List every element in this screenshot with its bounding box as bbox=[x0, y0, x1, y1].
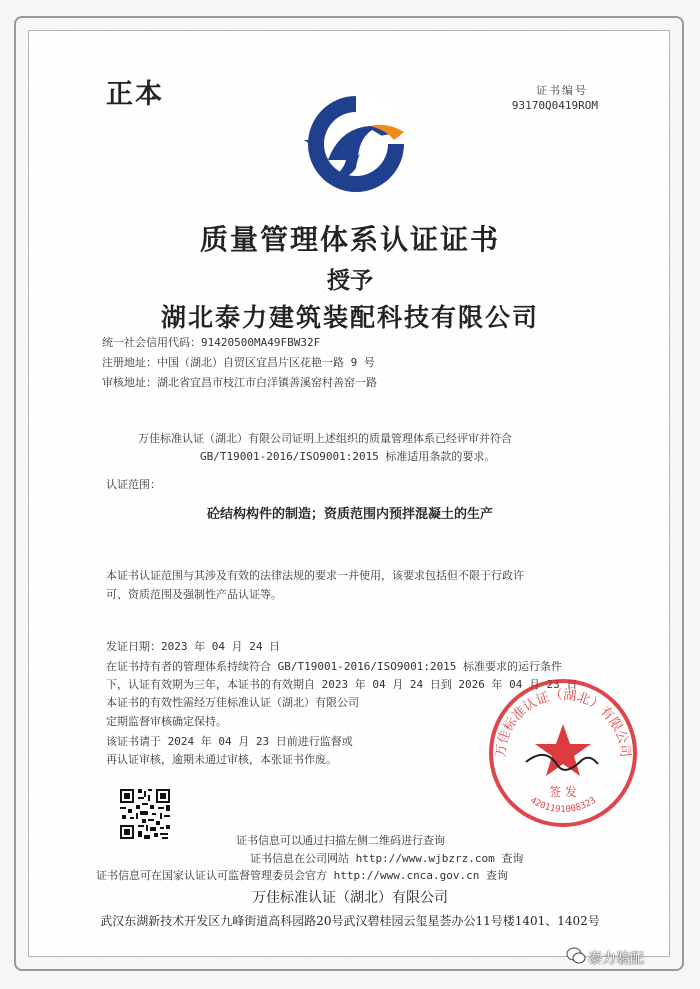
issuer-address: 武汉东湖新技术开发区九峰街道高科园路20号武汉碧桂园云玺星荟办公11号楼1401、1402号 bbox=[100, 914, 600, 928]
requirement-line-1: 本证书认证范围与其涉及有效的法律法规的要求一并使用，该要求包括但不限于行政许 bbox=[106, 569, 524, 582]
validity-line-5: 定期监督审核确定保持。 bbox=[106, 715, 227, 728]
statement-line-1: 万佳标准认证（湖北）有限公司证明上述组织的质量管理体系已经评审并符合 bbox=[138, 432, 512, 445]
query-line-1: 证书信息可以通过扫描左侧二维码进行查询 bbox=[236, 834, 445, 847]
certificate-title: 质量管理体系认证证书 bbox=[199, 223, 500, 256]
statement-line-2: GB/T19001-2016/ISO9001:2015 标准适用条款的要求。 bbox=[200, 450, 496, 463]
qr-code-icon[interactable] bbox=[118, 787, 172, 841]
seal-text: 万佳标准认证（湖北）有限公司 bbox=[493, 687, 633, 758]
audit-address: 审核地址：湖北省宜昌市枝江市白洋镇善溪窑村善窑一路 bbox=[102, 376, 377, 389]
seal-number: 4201191008323 bbox=[528, 795, 598, 816]
credit-code: 统一社会信用代码：91420500MA49FBW32F bbox=[102, 336, 321, 349]
original-copy-label: 正本 bbox=[106, 79, 164, 110]
watermark-text: 泰力装配 bbox=[588, 951, 644, 967]
validity-line-7: 再认证审核，逾期未通过审核，本张证书作废。 bbox=[106, 753, 337, 766]
query-line-2: 证书信息在公司网站 http://www.wjbzrz.com 查询 bbox=[250, 852, 524, 865]
grant-label: 授予 bbox=[327, 268, 373, 294]
query-line-3: 证书信息可在国家认证认可监督管理委员会官方 http://www.cnca.gov.cn 查询 bbox=[96, 869, 508, 882]
requirement-line-2: 可、资质范围及强制性产品认证等。 bbox=[106, 588, 282, 601]
certifier-logo-icon bbox=[300, 90, 412, 198]
wechat-icon bbox=[566, 947, 586, 965]
cert-number: 93170Q0419ROM bbox=[511, 99, 598, 112]
scope-label: 认证范围： bbox=[106, 478, 161, 491]
cert-number-label: 证书编号 bbox=[536, 84, 588, 97]
company-name: 湖北泰力建筑装配科技有限公司 bbox=[160, 303, 539, 332]
registered-address: 注册地址：中国（湖北）自贸区宜昌片区花艳一路 9 号 bbox=[102, 356, 375, 369]
issuer-name: 万佳标准认证（湖北）有限公司 bbox=[252, 890, 448, 906]
certification-scope: 砼结构构件的制造；资质范围内预拌混凝土的生产 bbox=[206, 507, 493, 522]
seal-sign-label: 签 发 bbox=[549, 785, 577, 799]
validity-line-2: 在证书持有者的管理体系持续符合 GB/T19001-2016/ISO9001:2015 标准要求的运行条件 bbox=[106, 660, 563, 673]
validity-line-4: 本证书的有效性需经万佳标准认证（湖北）有限公司 bbox=[106, 696, 359, 709]
official-seal-icon bbox=[486, 676, 640, 830]
issue-date: 发证日期：2023 年 04 月 24 日 bbox=[106, 640, 281, 653]
validity-line-3: 下，认证有效期为三年，本证书的有效期自 2023 年 04 月 24 日到 2026 年 04 月 23 日 bbox=[106, 678, 578, 691]
validity-line-6: 该证书请于 2024 年 04 月 23 日前进行监督或 bbox=[106, 735, 353, 748]
